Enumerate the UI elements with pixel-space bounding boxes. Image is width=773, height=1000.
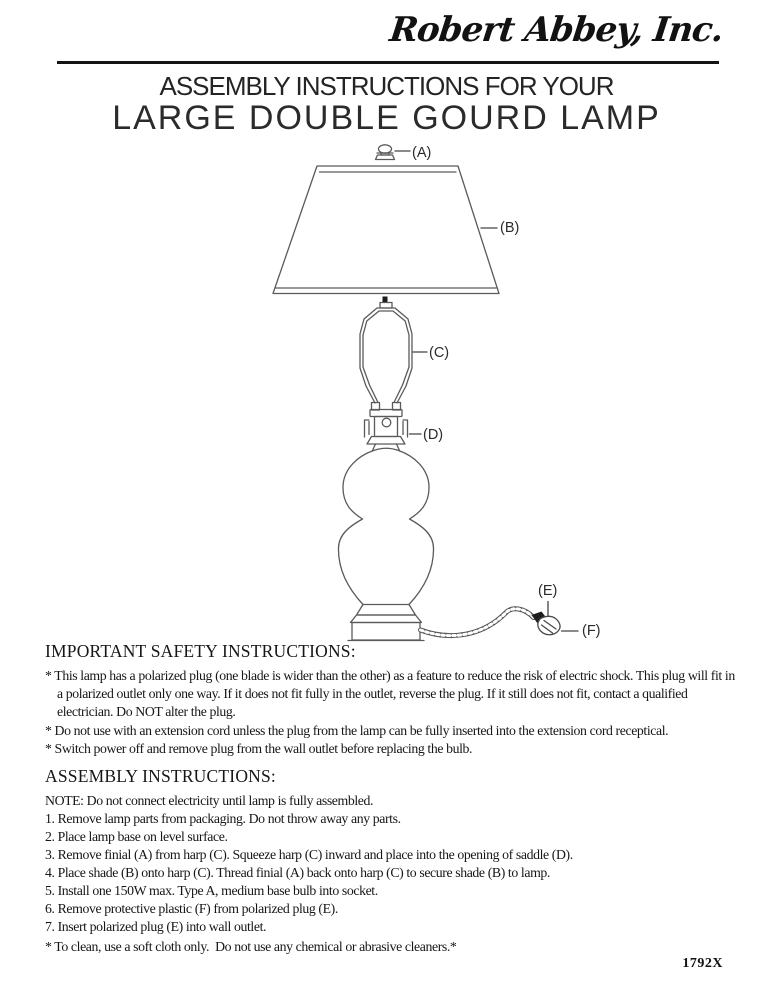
safety-item: * Do not use with an extension cord unless the plug from the lamp can be fully inserted into the extension cord receptical. (45, 722, 669, 738)
assembly-step: 6. Remove protective plastic (F) from polarized plug (E). (45, 901, 338, 916)
part-label-shade: (B) (500, 220, 520, 236)
part-label-saddle: (D) (423, 427, 444, 443)
finial-drawing (376, 145, 395, 160)
assembly-heading: ASSEMBLY INSTRUCTIONS: (45, 766, 276, 786)
brand-logo: Robert Abbey, Inc. (387, 10, 726, 50)
leader-lines (395, 151, 578, 631)
assembly-steps (45, 792, 740, 936)
part-label-harp: (C) (429, 345, 450, 361)
safety-section (45, 641, 740, 758)
part-label-protective-plastic: (F) (582, 623, 601, 639)
lamp-body-drawing (338, 448, 433, 604)
part-label-plug: (E) (538, 583, 558, 599)
safety-list (45, 667, 740, 758)
cleaning-note: * To clean, use a soft cloth only. Do not use any chemical or abrasive cleaners.* (45, 939, 457, 954)
assembly-step: 7. Insert polarized plug (E) into wall outlet. (45, 919, 267, 934)
page-title: LARGE DOUBLE GOURD LAMP (112, 99, 661, 137)
assembly-step: 3. Remove finial (A) from harp (C). Squeeze harp (C) inward and place into the opening of saddle (D). (45, 847, 573, 862)
base-drawing (348, 605, 424, 641)
part-label-finial: (A) (412, 145, 432, 161)
harp-drawing (360, 297, 412, 411)
plug-drawing (532, 612, 561, 635)
shade-drawing (273, 166, 499, 294)
cord-drawing (421, 609, 534, 636)
socket-saddle-drawing (365, 410, 408, 451)
assembly-step: 4. Place shade (B) onto harp (C). Thread finial (A) back onto harp (C) to secure shade (B) to lamp. (45, 865, 550, 880)
safety-item: * Switch power off and remove plug from the wall outlet before replacing the bulb. (45, 740, 473, 756)
assembly-note: NOTE: Do not connect electricity until lamp is fully assembled. (45, 793, 374, 808)
assembly-step: 5. Install one 150W max. Type A, medium base bulb into socket. (45, 883, 378, 898)
header-rule (57, 61, 719, 64)
assembly-section (45, 766, 740, 936)
safety-item: * This lamp has a polarized plug (one blade is wider than the other) as a feature to reduce the risk of electric shock. This plug will fit in a polarized outlet only one way. If it does not fit fully in the outlet, reverse the plug. If it still does not fit, contact a qualified electrician. Do NOT alter the plug. (45, 668, 735, 720)
page-subtitle: ASSEMBLY INSTRUCTIONS FOR YOUR (159, 71, 614, 101)
assembly-step: 1. Remove lamp parts from packaging. Do not throw away any parts. (45, 811, 401, 826)
part-number: 1792X (682, 956, 723, 971)
lamp-diagram (0, 138, 773, 650)
assembly-step: 2. Place lamp base on level surface. (45, 829, 228, 844)
safety-heading: IMPORTANT SAFETY INSTRUCTIONS: (45, 641, 356, 661)
